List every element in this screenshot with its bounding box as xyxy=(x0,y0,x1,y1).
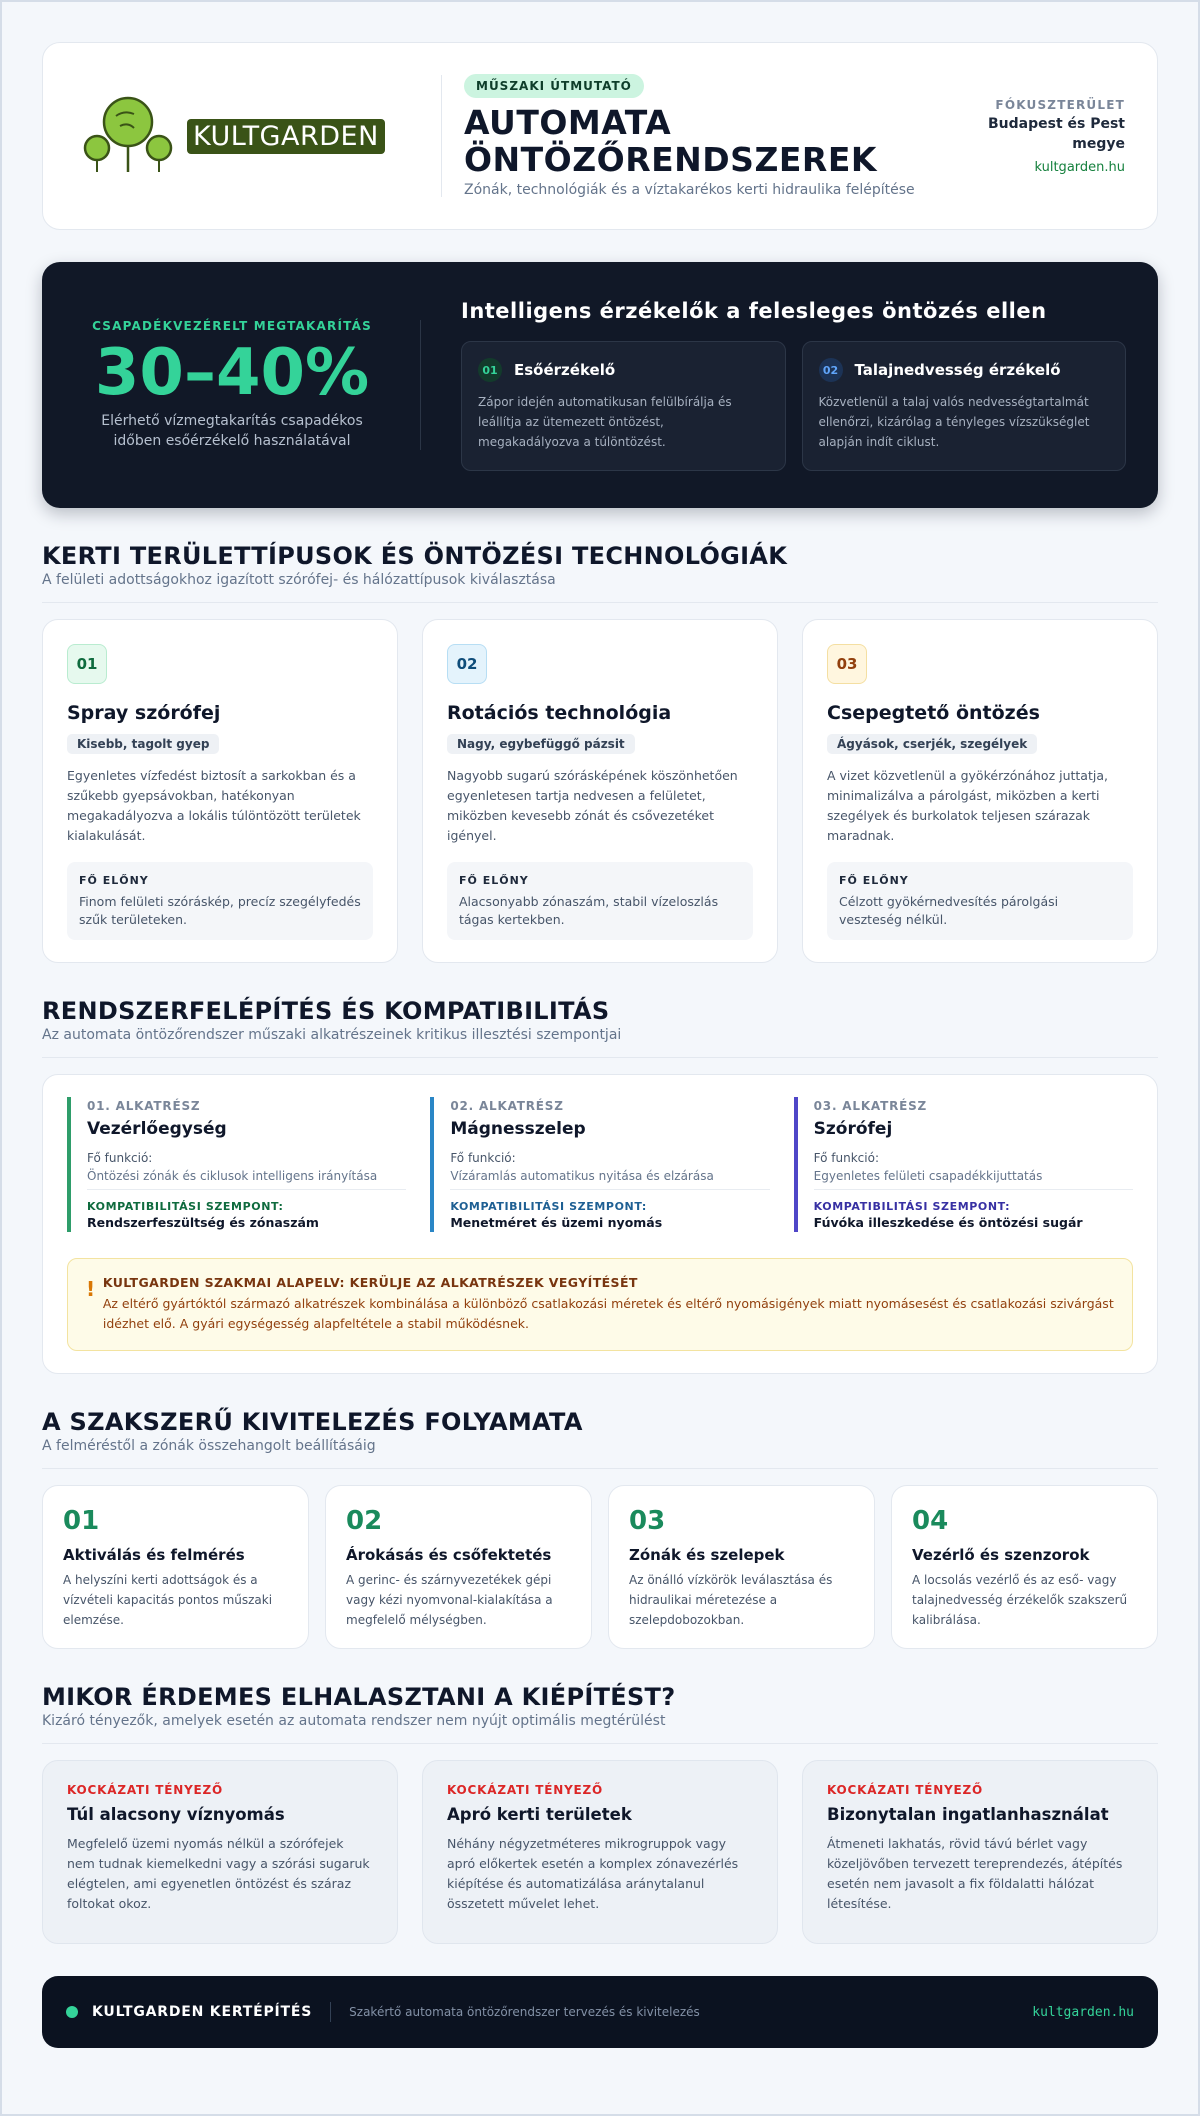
section-title: KERTI TERÜLETTÍPUSOK ÉS ÖNTÖZÉSI TECHNOLÓGIÁK xyxy=(42,542,788,570)
component-title: Szórófej xyxy=(813,1119,893,1139)
savings-stat xyxy=(82,319,382,451)
section-divider xyxy=(42,1057,1158,1058)
component-title: Vezérlőegység xyxy=(87,1119,227,1139)
process-step xyxy=(891,1485,1158,1649)
warning-text: Az eltérő gyártóktól származó alkatrészek kombinálása a különböző csatlakozási méretek és eltérő nyomásigények miatt nyomásesést és csatlakozási szivárgást idézhet elő. A gyári egységesség alapfeltétele a stabil működésnek. xyxy=(102,1296,1114,1331)
card-tag: Nagy, egybefüggő pázsit xyxy=(447,734,635,754)
header-card xyxy=(42,42,1158,230)
component-item xyxy=(67,1097,406,1232)
process-steps xyxy=(42,1485,1158,1649)
focus-value: Budapest és Pest megye xyxy=(987,115,1125,152)
sensor-head xyxy=(819,358,1110,382)
compatibility-criterion: Rendszerfeszültség és zónaszám xyxy=(87,1215,319,1230)
step-text: A locsolás vezérlő és az eső- vagy talajnedvesség érzékelők szakszerű kalibrálása. xyxy=(912,1573,1128,1627)
risk-text: Megfelelő üzemi nyomás nélkül a szórófejek nem tudnak kiemelkedni vagy a szórási sugaruk elégtelen, ami egyenetlen öntözést és száraz foltokat okoz. xyxy=(67,1836,370,1911)
step-title: Árokásás és csőfektetés xyxy=(346,1546,552,1564)
focus-label: FÓKUSZTERÜLET xyxy=(995,97,1125,112)
advantage-text: Finom felületi szóráskép, precíz szegélyfedés szűk területeken. xyxy=(79,894,361,927)
card-title: Rotációs technológia xyxy=(447,702,672,724)
card-advantage xyxy=(447,862,753,940)
advantage-label: FŐ ELŐNY xyxy=(79,874,149,887)
logo[interactable] xyxy=(83,96,423,176)
technology-card xyxy=(422,619,778,963)
section-risks xyxy=(42,1683,1158,1944)
card-title: Csepegtető öntözés xyxy=(827,702,1040,724)
risk-cards xyxy=(42,1760,1158,1944)
footer-divider xyxy=(330,2002,331,2022)
compatibility-criterion: Fúvóka illeszkedése és öntözési sugár xyxy=(813,1215,1083,1230)
tree-logo-icon xyxy=(83,96,173,176)
step-number: 03 xyxy=(629,1506,666,1536)
component-title: Mágnesszelep xyxy=(450,1119,586,1139)
section-subtitle: Kizáró tényezők, amelyek esetén az automata rendszer nem nyújt optimális megtérülést xyxy=(42,1713,666,1729)
header-website-link[interactable]: kultgarden.hu xyxy=(1034,159,1125,175)
components-panel xyxy=(42,1074,1158,1374)
card-description: Egyenletes vízfedést biztosít a sarkokban és a szűkebb gyepsávokban, hatékonyan megakadályozva a lokális túlöntözött területek kialakulását. xyxy=(67,768,361,843)
card-advantage xyxy=(827,862,1133,940)
section-divider xyxy=(42,1743,1158,1744)
focus-area xyxy=(975,98,1125,175)
status-dot-icon xyxy=(66,2006,78,2018)
compatibility-criterion: Menetméret és üzemi nyomás xyxy=(450,1215,663,1230)
technology-cards xyxy=(42,619,1158,963)
warning-callout xyxy=(67,1258,1133,1351)
step-number: 01 xyxy=(63,1506,100,1536)
banner-divider xyxy=(420,320,421,450)
header-divider xyxy=(441,75,442,197)
warning-title: KULTGARDEN SZAKMAI ALAPELV: KERÜLJE AZ ALKATRÉSZEK VEGYÍTÉSÉT xyxy=(102,1275,638,1290)
section-subtitle: A felméréstől a zónák összehangolt beállításáig xyxy=(42,1438,376,1454)
card-number: 03 xyxy=(827,644,867,684)
compatibility-label: KOMPATIBILITÁSI SZEMPONT: xyxy=(87,1200,284,1213)
step-number: 02 xyxy=(346,1506,383,1536)
sensor-title: Esőérzékelő xyxy=(514,361,616,379)
risk-label: KOCKÁZATI TÉNYEZŐ xyxy=(67,1783,224,1797)
footer-brand: KULTGARDEN KERTÉPÍTÉS xyxy=(92,2004,313,2020)
page-title: AUTOMATA ÖNTÖZŐRENDSZEREK xyxy=(464,103,877,179)
card-description: A vizet közvetlenül a gyökérzónához juttatja, minimalizálva a párolgást, miközben a kerti szegélyek és burkolatok teljesen szárazak maradnak. xyxy=(827,768,1108,843)
risk-label: KOCKÁZATI TÉNYEZŐ xyxy=(447,1783,604,1797)
savings-value: 30–40% xyxy=(94,336,370,410)
process-step xyxy=(608,1485,875,1649)
advantage-text: Alacsonyabb zónaszám, stabil vízeloszlás tágas kertekben. xyxy=(459,894,719,927)
component-label: 01. ALKATRÉSZ xyxy=(87,1099,201,1113)
section-subtitle: A felületi adottságokhoz igazított szórófej- és hálózattípusok kiválasztása xyxy=(42,572,556,588)
card-tag: Ágyások, cserjék, szegélyek xyxy=(827,734,1037,754)
footer xyxy=(42,1976,1158,2048)
risk-text: Néhány négyzetméteres mikrogruppok vagy apró előkertek esetén a komplex zónavezérlés kiépítése és automatizálása aránytalanul összetett művelet lehet. xyxy=(447,1836,739,1911)
card-advantage xyxy=(67,862,373,940)
section-divider xyxy=(42,602,1158,603)
advantage-label: FŐ ELŐNY xyxy=(459,874,529,887)
section-compatibility xyxy=(42,997,1158,1374)
sensor-number: 01 xyxy=(478,358,502,382)
warning-icon: ! xyxy=(86,1277,96,1301)
advantage-text: Célzott gyökérnedvesítés párolgási veszteség nélkül. xyxy=(839,894,1059,927)
risk-card xyxy=(802,1760,1158,1944)
technology-card xyxy=(802,619,1158,963)
component-function: Vízáramlás automatikus nyitása és elzárása xyxy=(450,1169,769,1190)
component-function-label: Fő funkció: xyxy=(813,1151,879,1165)
component-item xyxy=(794,1097,1133,1232)
section-subtitle: Az automata öntözőrendszer műszaki alkatrészeinek kritikus illesztési szempontjai xyxy=(42,1027,622,1043)
component-function-label: Fő funkció: xyxy=(87,1151,153,1165)
step-title: Aktiválás és felmérés xyxy=(63,1546,245,1564)
warning-body xyxy=(103,1275,1114,1334)
card-number: 01 xyxy=(67,644,107,684)
logo-wordmark: KULTGARDEN xyxy=(187,119,385,154)
page-subtitle: Zónák, technológiák és a víztakarékos kerti hidraulika felépítése xyxy=(464,182,915,198)
section-title: MIKOR ÉRDEMES ELHALASZTANI A KIÉPÍTÉST? xyxy=(42,1683,676,1711)
card-description: Nagyobb sugarú szórásképének köszönhetően egyenletesen tartja nedvesen a felületet, miközben kevesebb zónát és csővezetéket igényel. xyxy=(447,768,738,843)
sensor-title: Talajnedvesség érzékelő xyxy=(854,361,1061,379)
section-area-types xyxy=(42,542,1158,963)
step-text: A helyszíni kerti adottságok és a vízvételi kapacitás pontos műszaki elemzése. xyxy=(63,1573,273,1627)
component-function-label: Fő funkció: xyxy=(450,1151,516,1165)
footer-tagline: Szakértő automata öntözőrendszer tervezés és kivitelezés xyxy=(349,2005,700,2019)
section-title: RENDSZERFELÉPÍTÉS ÉS KOMPATIBILITÁS xyxy=(42,997,610,1025)
process-step xyxy=(42,1485,309,1649)
risk-title: Túl alacsony víznyomás xyxy=(67,1805,285,1824)
risk-card xyxy=(422,1760,778,1944)
advantage-label: FŐ ELŐNY xyxy=(839,874,909,887)
sensor-card xyxy=(461,341,786,471)
sensor-panel xyxy=(461,299,1126,471)
sensor-head xyxy=(478,358,769,382)
section-process xyxy=(42,1408,1158,1649)
savings-label: CSAPADÉKVEZÉRELT MEGTAKARÍTÁS xyxy=(92,319,372,333)
step-number: 04 xyxy=(912,1506,949,1536)
risk-text: Átmeneti lakhatás, rövid távú bérlet vagy közeljövőben tervezett tereprendezés, átépítés esetén nem javasolt a fix földalatti hálózat létesítése. xyxy=(827,1836,1123,1911)
component-function: Egyenletes felületi csapadékkijuttatás xyxy=(814,1169,1133,1190)
header-main xyxy=(464,74,975,198)
sensor-number: 02 xyxy=(819,358,843,382)
risk-card xyxy=(42,1760,398,1944)
risk-label: KOCKÁZATI TÉNYEZŐ xyxy=(827,1783,984,1797)
step-title: Vezérlő és szenzorok xyxy=(912,1546,1090,1564)
savings-banner xyxy=(42,262,1158,508)
sensor-text: Zápor idején automatikusan felülbírálja és leállítja az ütemezett öntözést, megakadályozva a túlöntözést. xyxy=(478,395,732,449)
component-function: Öntözési zónák és ciklusok intelligens irányítása xyxy=(87,1169,406,1190)
savings-description: Elérhető vízmegtakarítás csapadékos időben esőérzékelő használatával xyxy=(101,413,363,449)
sensor-text: Közvetlenül a talaj valós nedvességtartalmát ellenőrzi, kizárólag a tényleges vízszükséglet alapján indít ciklust. xyxy=(818,395,1090,449)
card-tag: Kisebb, tagolt gyep xyxy=(67,734,219,754)
component-label: 02. ALKATRÉSZ xyxy=(450,1099,564,1113)
sensor-list xyxy=(461,341,1126,471)
component-list xyxy=(67,1097,1133,1232)
section-divider xyxy=(42,1468,1158,1469)
card-title: Spray szórófej xyxy=(67,702,221,724)
card-number: 02 xyxy=(447,644,487,684)
compatibility-label: KOMPATIBILITÁSI SZEMPONT: xyxy=(813,1200,1011,1213)
section-title: A SZAKSZERŰ KIVITELEZÉS FOLYAMATA xyxy=(42,1408,583,1436)
footer-website-link[interactable]: kultgarden.hu xyxy=(1032,2004,1134,2020)
step-title: Zónák és szelepek xyxy=(629,1546,785,1564)
compatibility-label: KOMPATIBILITÁSI SZEMPONT: xyxy=(450,1200,647,1213)
sensor-panel-title: Intelligens érzékelők a felesleges öntözés ellen xyxy=(461,299,1047,323)
component-item xyxy=(430,1097,769,1232)
technology-card xyxy=(42,619,398,963)
sensor-card xyxy=(802,341,1127,471)
step-text: Az önálló vízkörök leválasztása és hidraulikai méretezése a szelepdobozokban. xyxy=(629,1573,833,1627)
risk-title: Apró kerti területek xyxy=(447,1805,632,1824)
component-label: 03. ALKATRÉSZ xyxy=(813,1099,928,1113)
guide-badge: MŰSZAKI ÚTMUTATÓ xyxy=(464,74,644,98)
risk-title: Bizonytalan ingatlanhasználat xyxy=(827,1805,1109,1824)
process-step xyxy=(325,1485,592,1649)
step-text: A gerinc- és szárnyvezetékek gépi vagy kézi nyomvonal-kialakítása a megfelelő mélységben. xyxy=(346,1573,553,1627)
